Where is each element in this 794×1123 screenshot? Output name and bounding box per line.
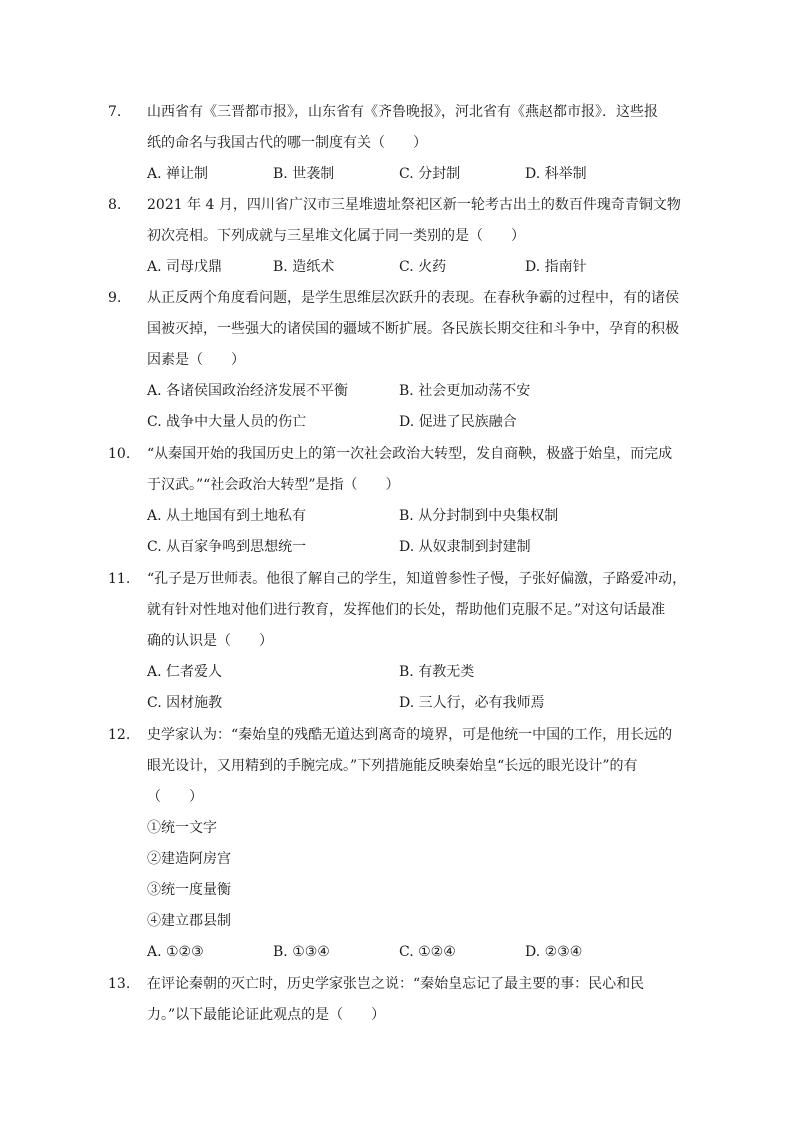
option-b[interactable]: B. 从分封制到中央集权制 [399, 508, 559, 524]
option-a[interactable]: A. 禅让制 [147, 166, 209, 182]
option-b[interactable]: B. 世袭制 [273, 166, 335, 182]
question-text: 力。”以下最能论证此观点的是（ ） [147, 1007, 386, 1023]
question-text: 就有针对性地对他们进行教育，发挥他们的长处，帮助他们克服不足。”对这句话最准 [147, 602, 666, 618]
question-number: 11. [108, 571, 131, 587]
question-text: 2021 年 4 月，四川省广汉市三星堆遗址祭祀区新一轮考古出土的数百件瑰奇青铜文物 [147, 197, 681, 213]
option-d[interactable]: D. 科举制 [525, 166, 587, 182]
statement-2: ②建造阿房宫 [147, 851, 231, 867]
option-a[interactable]: A. 仁者爱人 [147, 664, 223, 680]
option-c[interactable]: C. 分封制 [399, 166, 461, 182]
question-text: “从秦国开始的我国历史上的第一次社会政治大转型，发自商鞅，极盛于始皇，而完成 [147, 446, 673, 462]
question-text: 从正反两个角度看问题，是学生思维层次跃升的表现。在春秋争霸的过程中，有的诸侯 [147, 290, 679, 306]
option-c[interactable]: C. 从百家争鸣到思想统一 [147, 539, 307, 555]
question-number: 9. [108, 290, 122, 306]
statement-4: ④建立郡县制 [147, 913, 231, 929]
option-d[interactable]: D. 指南针 [525, 259, 587, 275]
option-d[interactable]: D. 从奴隶制到封建制 [399, 539, 531, 555]
option-b[interactable]: B. 造纸术 [273, 259, 335, 275]
option-c[interactable]: C. 火药 [399, 259, 447, 275]
option-d[interactable]: D. ②③④ [525, 944, 583, 960]
question-text: 国被灭掉，一些强大的诸侯国的疆域不断扩展。各民族长期交往和斗争中，孕育的积极 [147, 321, 679, 337]
option-b[interactable]: B. ①③④ [273, 944, 330, 960]
question-number: 13. [108, 976, 131, 992]
question-text: “孔子是万世师表。他很了解自己的学生，知道曾参性子慢，子张好偏激，子路爱冲动， [147, 571, 687, 587]
question-text: （ ） [147, 789, 203, 805]
option-a[interactable]: A. 各诸侯国政治经济发展不平衡 [147, 383, 349, 399]
statement-3: ③统一度量衡 [147, 882, 231, 898]
question-text: 纸的命名与我国古代的哪一制度有关（ ） [147, 135, 427, 151]
question-text: 山西省有《三晋都市报》，山东省有《齐鲁晚报》，河北省有《燕赵都市报》．这些报 [147, 104, 658, 120]
question-text: 初次亮相。下列成就与三星堆文化属于同一类别的是（ ） [147, 228, 525, 244]
question-text: 因素是（ ） [147, 352, 245, 368]
question-number: 12. [108, 727, 131, 743]
question-text: 确的认识是（ ） [147, 633, 273, 649]
option-d[interactable]: D. 促进了民族融合 [399, 414, 517, 430]
option-b[interactable]: B. 社会更加动荡不安 [399, 383, 531, 399]
option-a[interactable]: A. 司母戊鼎 [147, 259, 223, 275]
option-a[interactable]: A. 从土地国有到土地私有 [147, 508, 307, 524]
option-c[interactable]: C. 因材施教 [147, 695, 223, 711]
option-b[interactable]: B. 有教无类 [399, 664, 475, 680]
option-d[interactable]: D. 三人行，必有我师焉 [399, 695, 545, 711]
question-number: 8. [108, 197, 122, 213]
question-text: 在评论秦朝的灭亡时，历史学家张岂之说：“秦始皇忘记了最主要的事：民心和民 [147, 976, 645, 992]
question-text: 于汉武。”“社会政治大转型”是指（ ） [147, 477, 400, 493]
question-text: 史学家认为：“秦始皇的残酷无道达到离奇的境界，可是他统一中国的工作，用长远的 [147, 727, 673, 743]
question-number: 10. [108, 446, 131, 462]
question-number: 7. [108, 104, 122, 120]
option-a[interactable]: A. ①②③ [147, 944, 204, 960]
option-c[interactable]: C. 战争中大量人员的伤亡 [147, 414, 307, 430]
question-text: 眼光设计，又用精到的手腕完成。”下列措施能反映秦始皇“长远的眼光设计”的有 [147, 758, 638, 774]
option-c[interactable]: C. ①②④ [399, 944, 456, 960]
statement-1: ①统一文字 [147, 820, 217, 836]
